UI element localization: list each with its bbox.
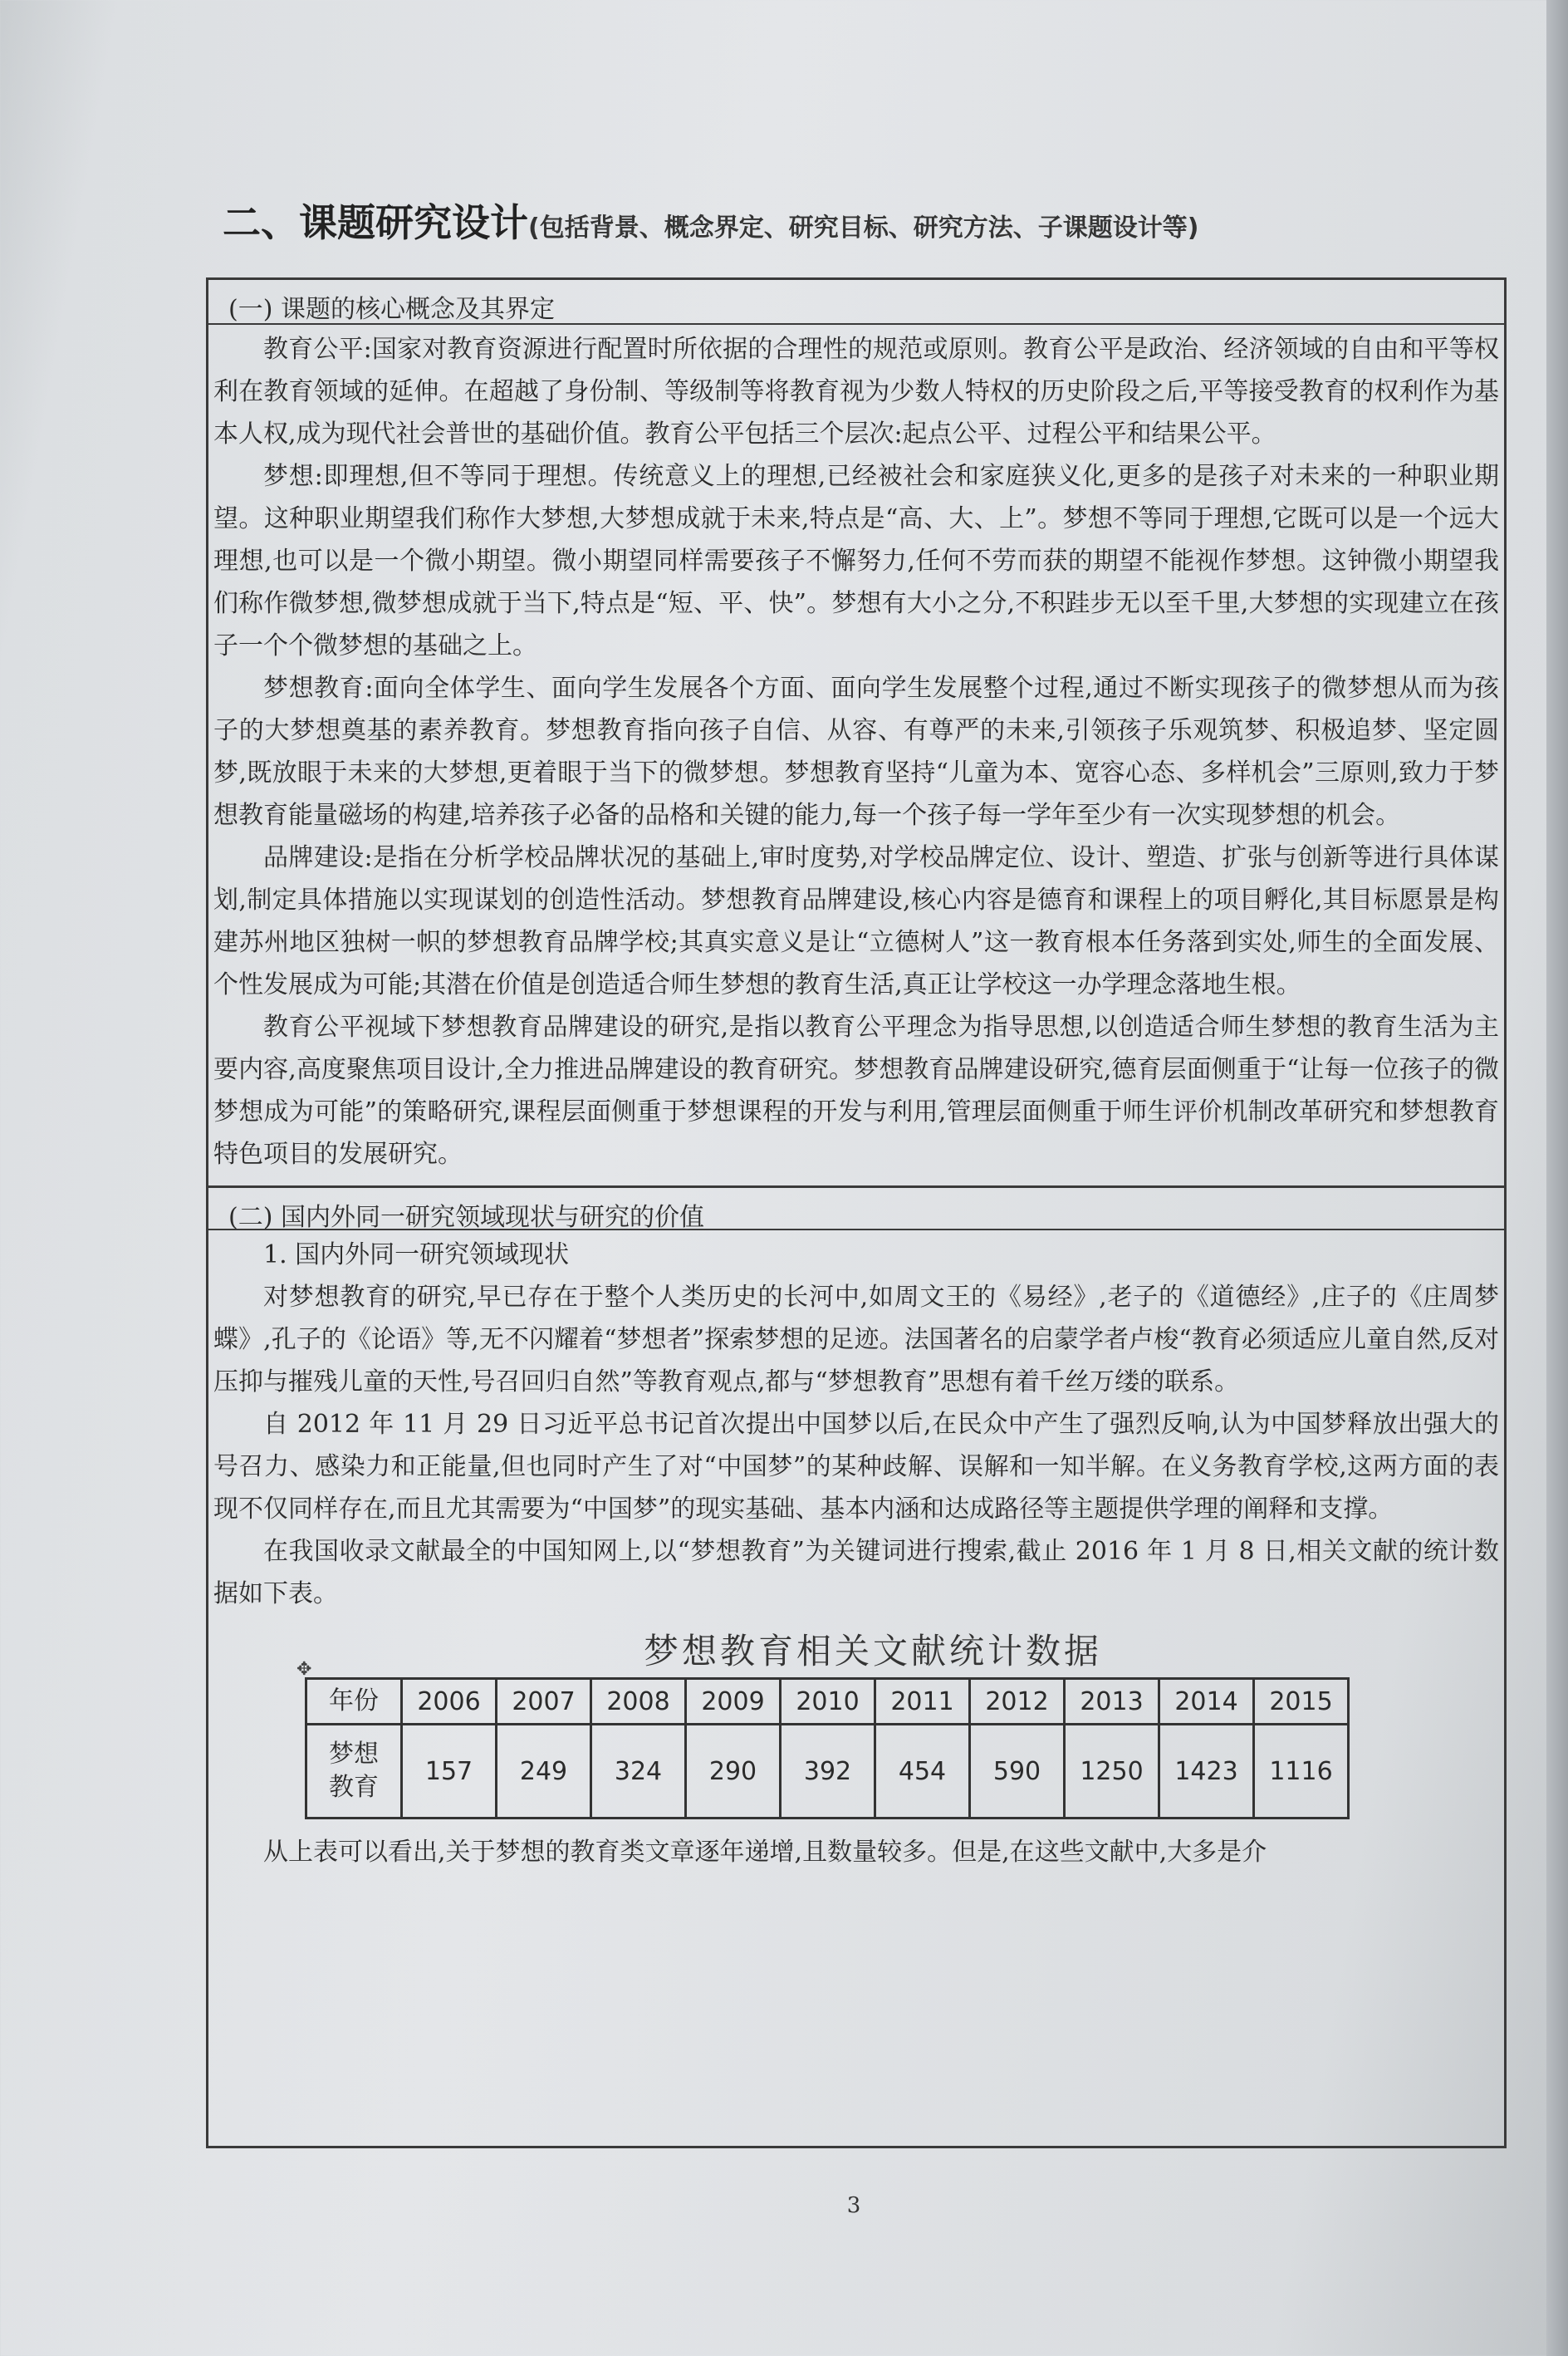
table-year-cell: 2015 [1254,1679,1349,1725]
anchor-icon: ✥ [296,1659,312,1680]
section-heading-main: 二、课题研究设计 [223,200,528,245]
paragraph-cnki-search: 在我国收录文献最全的中国知网上,以“梦想教育”为关键词进行搜索,截止 2016 年 1 月 8 日,相关文献的统计数据如下表。 [213,1537,1499,1608]
section1-title: (一) 课题的核心概念及其界定 [208,280,1504,325]
table-header-row [306,1679,1349,1725]
paragraph-brand-building: 品牌建设:是指在分析学校品牌状况的基础上,审时度势,对学校品牌定位、设计、塑造、扩张与创新等进行具体谋划,制定具体措施以实现谋划的创造性活动。梦想教育品牌建设,核心内容是德育和课程上的项目孵化,其目标愿景是构建苏州地区独树一帜的梦想教育品牌学校;其真实意义是让“立德树人”这一教育根本任务落到实处,师生的全面发展、个性发展成为可能;其潜在价值是创造适合师生梦想的教育生活,真正让学校这一办学理念落地生根。 [213,843,1499,999]
table-row-label-line2: 教育 [329,1773,379,1802]
table-row-label-line1: 梦想 [329,1740,379,1769]
table-count-cell: 1116 [1254,1725,1349,1819]
table-count-cell: 1250 [1065,1725,1159,1819]
content-frame [206,277,1507,2148]
table-count-cell: 454 [875,1725,970,1819]
paragraph-history: 对梦想教育的研究,早已存在于整个人类历史的长河中,如周文王的《易经》,老子的《道德经》,庄子的《庄周梦蝶》,孔子的《论语》等,无不闪耀着“梦想者”探索梦想的足迹。法国著名的启蒙学者卢梭“教育必须适应儿童自然,反对压抑与摧残儿童的天性,号召回归自然”等教育观点,都与“梦想教育”思想有着千丝万缕的联系。 [213,1283,1499,1396]
page-number: 3 [846,2193,861,2218]
table-year-cell: 2007 [497,1679,591,1725]
section2-title: (二) 国内外同一研究领域现状与研究的价值 [208,1185,1504,1230]
table-row-label [306,1725,402,1819]
paragraph-research-definition: 教育公平视域下梦想教育品牌建设的研究,是指以教育公平理念为指导思想,以创造适合师生梦想的教育生活为主要内容,高度聚焦项目设计,全力推进品牌建设的教育研究。梦想教育品牌建设研究,德育层面侧重于“让每一位孩子的微梦想成为可能”的策略研究,课程层面侧重于梦想课程的开发与利用,管理层面侧重于师生评价机制改革研究和梦想教育特色项目的发展研究。 [213,1013,1499,1169]
table-year-cell: 2014 [1159,1679,1254,1725]
table-year-cell: 2013 [1065,1679,1159,1725]
paragraph-china-dream: 自 2012 年 11 月 29 日习近平总书记首次提出中国梦以后,在民众中产生了强烈反响,认为中国梦释放出强大的号召力、感染力和正能量,但也同时产生了对“中国梦”的某种歧解、误解和一知半解。在义务教育学校,这两方面的表现不仅同样存在,而且尤其需要为“中国梦”的现实基础、基本内涵和达成路径等主题提供学理的阐释和支撑。 [213,1410,1499,1524]
table-year-cell: 2012 [970,1679,1065,1725]
table-year-cell: 2006 [402,1679,497,1725]
table-count-cell: 1423 [1159,1725,1254,1819]
table-count-cell: 290 [686,1725,781,1819]
table-count-cell: 590 [970,1725,1065,1819]
table-year-cell: 2010 [781,1679,875,1725]
table-count-cell: 392 [781,1725,875,1819]
table-value-row [306,1725,1349,1819]
table-count-cell: 249 [497,1725,591,1819]
section2-subheading: 1. 国内外同一研究领域现状 [263,1240,570,1269]
paragraph-dream: 梦想:即理想,但不等同于理想。传统意义上的理想,已经被社会和家庭狭义化,更多的是孩子对未来的一种职业期望。这种职业期望我们称作大梦想,大梦想成就于未来,特点是“高、大、上”。梦想不等同于理想,它既可以是一个远大理想,也可以是一个微小期望。微小期望同样需要孩子不懈努力,任何不劳而获的期望不能视作梦想。这钟微小期望我们称作微梦想,微梦想成就于当下,特点是“短、平、快”。梦想有大小之分,不积跬步无以至千里,大梦想的实现建立在孩子一个个微梦想的基础之上。 [213,462,1499,660]
stats-table-title: 梦想教育相关文献统计数据 [643,1631,1102,1671]
table-header-label: 年份 [306,1679,402,1725]
table-year-cell: 2011 [875,1679,970,1725]
paragraph-closing: 从上表可以看出,关于梦想的教育类文章逐年递增,且数量较多。但是,在这些文献中,大多是介 [263,1838,1267,1867]
table-year-cell: 2008 [591,1679,686,1725]
table-count-cell: 157 [402,1725,497,1819]
paragraph-dream-education: 梦想教育:面向全体学生、面向学生发展各个方面、面向学生发展整个过程,通过不断实现孩子的微梦想从而为孩子的大梦想奠基的素养教育。梦想教育指向孩子自信、从容、有尊严的未来,引领孩子乐观筑梦、积极追梦、坚定圆梦,既放眼于未来的大梦想,更着眼于当下的微梦想。梦想教育坚持“儿童为本、宽容心态、多样机会”三原则,致力于梦想教育能量磁场的构建,培养孩子必备的品格和关键的能力,每一个孩子每一学年至少有一次实现梦想的机会。 [213,674,1499,830]
stats-table-block [213,1630,1499,1819]
section1-body [208,325,1504,1176]
section-heading [223,193,1468,248]
page-edge-shadow [1546,0,1568,2356]
section-heading-sub: (包括背景、概念界定、研究目标、研究方法、子课题设计等) [528,214,1199,243]
table-year-cell: 2009 [686,1679,781,1725]
stats-table [305,1677,1350,1819]
table-count-cell: 324 [591,1725,686,1819]
section2-body [208,1230,1504,1873]
paragraph-education-equity: 教育公平:国家对教育资源进行配置时所依据的合理性的规范或原则。教育公平是政治、经济领域的自由和平等权利在教育领域的延伸。在超越了身份制、等级制等将教育视为少数人特权的历史阶段之后,平等接受教育的权利作为基本人权,成为现代社会普世的基础价值。教育公平包括三个层次:起点公平、过程公平和结果公平。 [213,335,1499,449]
